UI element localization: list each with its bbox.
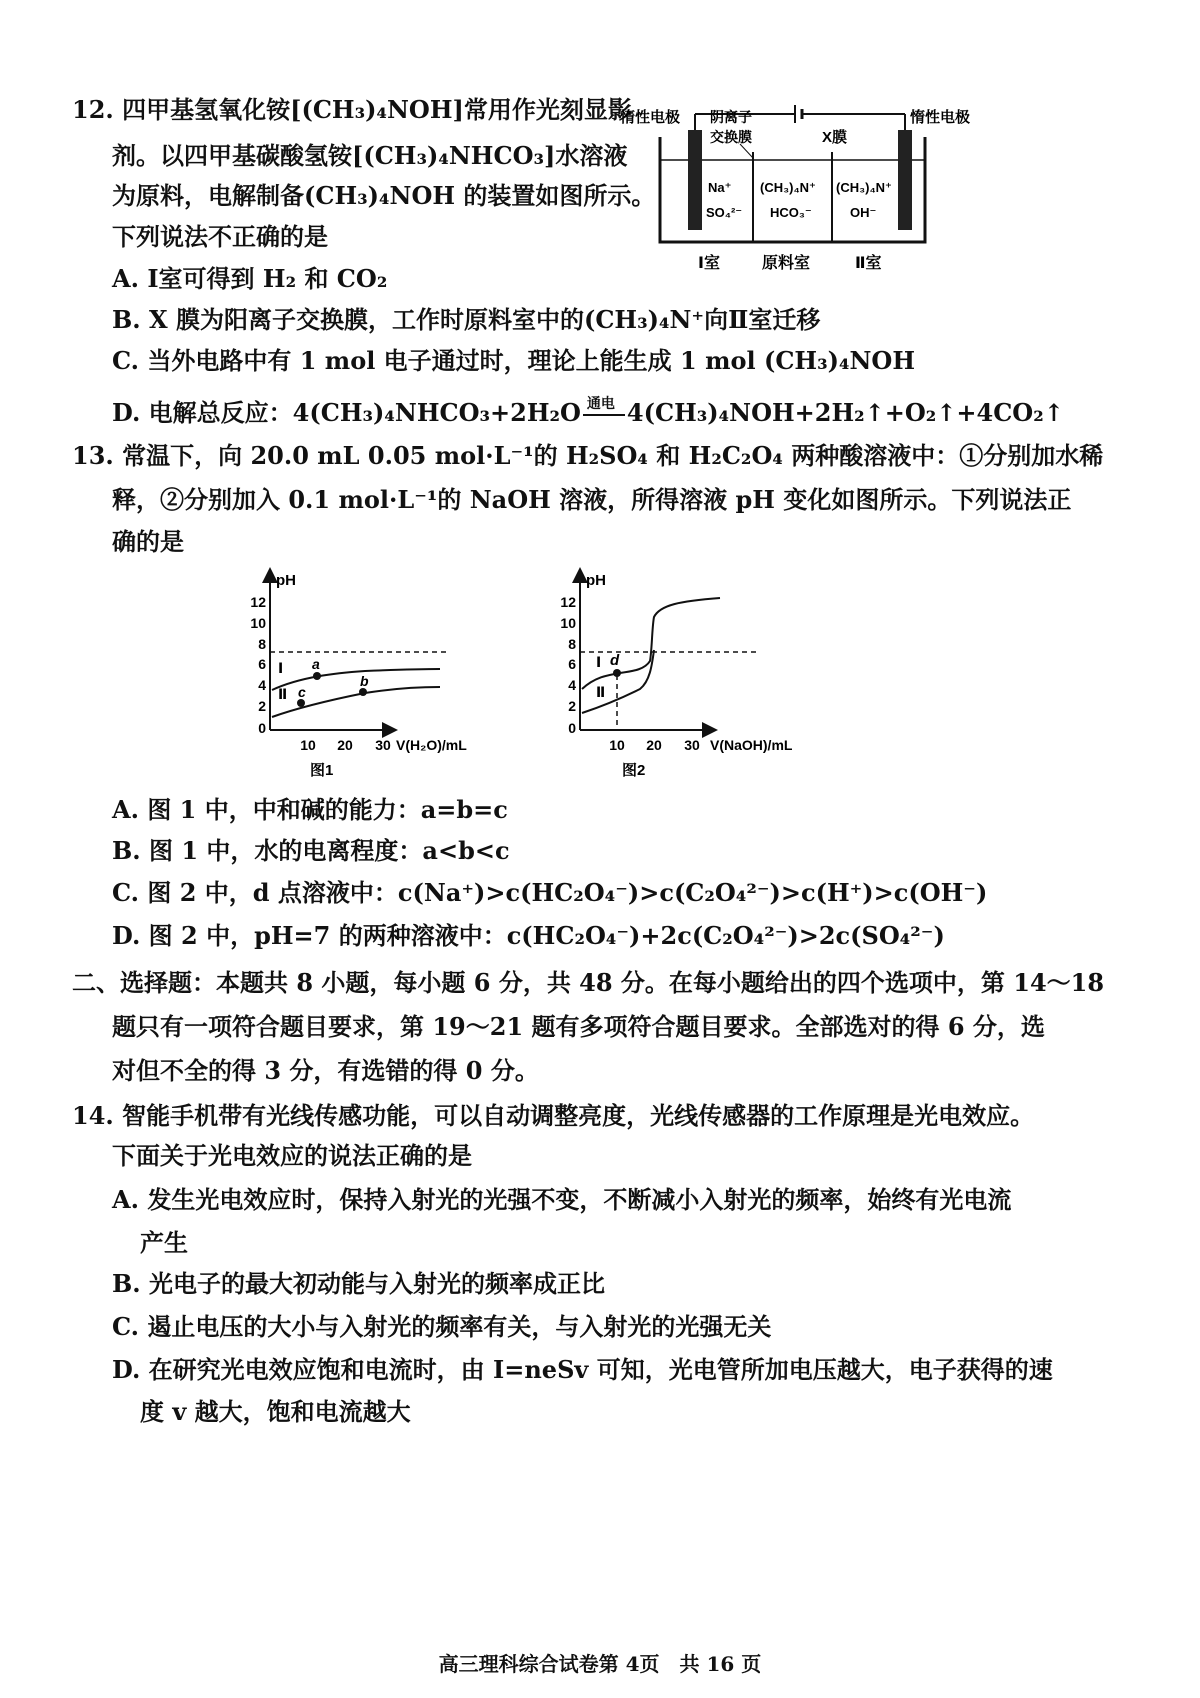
section2-line3: 对但不全的得 3 分，有选错的得 0 分。 (112, 1056, 539, 1085)
fig1-label-a: a (312, 656, 320, 672)
fig2-point-d (613, 669, 621, 677)
q14-option-b: B. 光电子的最大初动能与入射光的频率成正比 (112, 1269, 605, 1298)
q12-option-d-right: 4(CH₃)₄NOH+2H₂↑+O₂↑+4CO₂↑ (626, 398, 1064, 427)
fig2-ytick: 4 (568, 677, 576, 693)
fig1-ylabel: pH (276, 572, 296, 589)
left-electrode-label: 惰性电极 (620, 109, 681, 126)
fig1-point-c (297, 699, 305, 707)
figure-2 (550, 565, 830, 785)
q12-option-c: C. 当外电路中有 1 mol 电子通过时，理论上能生成 1 mol (CH₃)₄NOH (112, 346, 915, 375)
q14-option-a-line1: A. 发生光电效应时，保持入射光的光强不变，不断减小入射光的频率，始终有光电流 (112, 1185, 1012, 1214)
right-electrode-label: 惰性电极 (910, 109, 971, 126)
fig1-yticks (250, 594, 266, 736)
fig2-curve1-label: Ⅰ (596, 654, 602, 670)
fig1-label-b: b (360, 673, 369, 689)
fig2-curve-1 (582, 598, 720, 689)
x-membrane-label: X膜 (822, 129, 848, 146)
fig1-xtick: 20 (337, 737, 353, 753)
fig2-curve2-label: Ⅱ (596, 684, 606, 700)
fig1-curve1-label: Ⅰ (278, 660, 284, 676)
fig1-ytick: 6 (258, 656, 266, 672)
fig2-ytick: 0 (568, 720, 576, 736)
q12-option-b: B. X 膜为阳离子交换膜，工作时原料室中的(CH₃)₄N⁺向Ⅱ室迁移 (112, 305, 821, 334)
fig1-ytick: 2 (258, 698, 266, 714)
fig2-label-d: d (610, 652, 620, 669)
reaction-condition: 通电 (586, 395, 615, 412)
room2-ion2: HCO₃⁻ (770, 205, 812, 220)
left-electrode (688, 130, 702, 230)
fig2-xtick: 20 (646, 737, 662, 753)
anion-membrane-label: 阴离子 (710, 109, 752, 125)
q14-stem-line2: 下面关于光电效应的说法正确的是 (112, 1141, 472, 1170)
fig1-ytick: 12 (250, 594, 266, 610)
q14-option-a-line2: 产生 (140, 1228, 188, 1257)
fig2-xlabel: V(NaOH)/mL (710, 737, 793, 753)
room1-label: Ⅰ室 (698, 255, 720, 272)
fig2-ytick: 8 (568, 636, 576, 652)
fig2-xtick: 30 (684, 737, 700, 753)
q14-stem-line1: 14. 智能手机带有光线传感功能，可以自动调整亮度，光线传感器的工作原理是光电效应。 (72, 1101, 1035, 1130)
room2-ion1: (CH₃)₄N⁺ (760, 180, 816, 195)
reaction-arrow (581, 395, 627, 425)
fig1-ytick: 10 (250, 615, 266, 631)
fig2-ytick: 10 (560, 615, 576, 631)
fig2-ylabel: pH (586, 572, 606, 589)
fig1-xtick: 30 (375, 737, 391, 753)
q12-stem-line2: 剂。以四甲基碳酸氢铵[(CH₃)₄NHCO₃]水溶液 (112, 141, 628, 170)
anion-membrane-label2: 交换膜 (710, 129, 752, 145)
fig1-curve2-label: Ⅱ (278, 686, 288, 702)
fig1-point-b (359, 688, 367, 696)
fig1-xtick: 10 (300, 737, 316, 753)
q12-option-a: A. Ⅰ室可得到 H₂ 和 CO₂ (112, 264, 388, 293)
q14-option-c: C. 遏止电压的大小与入射光的频率有关，与入射光的光强无关 (112, 1312, 772, 1341)
q13-option-c: C. 图 2 中，d 点溶液中：c(Na⁺)>c(HC₂O₄⁻)>c(C₂O₄²⁻)>c(H⁺)>c(OH⁻) (112, 878, 988, 907)
fig1-label-c: c (298, 684, 306, 700)
fig2-caption: 图2 (622, 762, 646, 779)
q13-option-d: D. 图 2 中，pH=7 的两种溶液中：c(HC₂O₄⁻)+2c(C₂O₄²⁻)>2c(SO₄²⁻) (112, 921, 945, 950)
fig2-ytick: 12 (560, 594, 576, 610)
fig2-xtick: 10 (609, 737, 625, 753)
room3-ion1: (CH₃)₄N⁺ (836, 180, 892, 195)
section2-line1: 二、选择题：本题共 8 小题，每小题 6 分，共 48 分。在每小题给出的四个选项中，第 14～18 (72, 968, 1105, 997)
fig2-ytick: 6 (568, 656, 576, 672)
right-electrode (898, 130, 912, 230)
fig1-ytick: 0 (258, 720, 266, 736)
section2-line2: 题只有一项符合题目要求，第 19～21 题有多项符合题目要求。全部选对的得 6 分，选 (112, 1012, 1045, 1041)
q13-stem-line1: 13. 常温下，向 20.0 mL 0.05 mol·L⁻¹的 H₂SO₄ 和 H₂C₂O₄ 两种酸溶液中：①分别加水稀 (72, 441, 1104, 470)
fig2-ytick: 2 (568, 698, 576, 714)
electrolysis-diagram (610, 92, 990, 282)
q12-stem-line4: 下列说法不正确的是 (112, 222, 328, 251)
fig1-point-a (313, 672, 321, 680)
q13-option-b: B. 图 1 中，水的电离程度：a<b<c (112, 836, 510, 865)
fig1-ytick: 4 (258, 677, 266, 693)
q12-stem-line1: 12. 四甲基氢氧化铵[(CH₃)₄NOH]常用作光刻显影 (72, 95, 632, 124)
page-footer: 高三理科综合试卷第 4页 共 16 页 (438, 1652, 762, 1676)
q12-option-d-left: D. 电解总反应：4(CH₃)₄NHCO₃+2H₂O (112, 398, 581, 427)
q13-option-a: A. 图 1 中，中和碱的能力：a=b=c (112, 795, 508, 824)
q13-stem-line2: 释，②分别加入 0.1 mol·L⁻¹的 NaOH 溶液，所得溶液 pH 变化如图所示。下列说法正 (112, 485, 1072, 514)
figure-1 (240, 565, 500, 785)
q12-option-d (112, 395, 1064, 428)
room1-ion1: Na⁺ (708, 180, 732, 195)
fig1-caption: 图1 (310, 762, 334, 779)
q14-option-d-line2: 度 v 越大，饱和电流越大 (140, 1397, 411, 1426)
room1-ion2: SO₄²⁻ (706, 205, 743, 220)
room2-label: 原料室 (762, 255, 811, 272)
fig1-xlabel: V(H₂O)/mL (396, 737, 467, 753)
q13-stem-line3: 确的是 (112, 527, 184, 556)
room3-ion2: OH⁻ (850, 205, 877, 220)
room3-label: Ⅱ室 (855, 255, 882, 272)
fig1-ytick: 8 (258, 636, 266, 652)
q12-stem-line3: 为原料，电解制备(CH₃)₄NOH 的装置如图所示。 (112, 181, 656, 210)
q14-option-d-line1: D. 在研究光电效应饱和电流时，由 I=neSv 可知，光电管所加电压越大，电子获得的速 (112, 1355, 1053, 1384)
